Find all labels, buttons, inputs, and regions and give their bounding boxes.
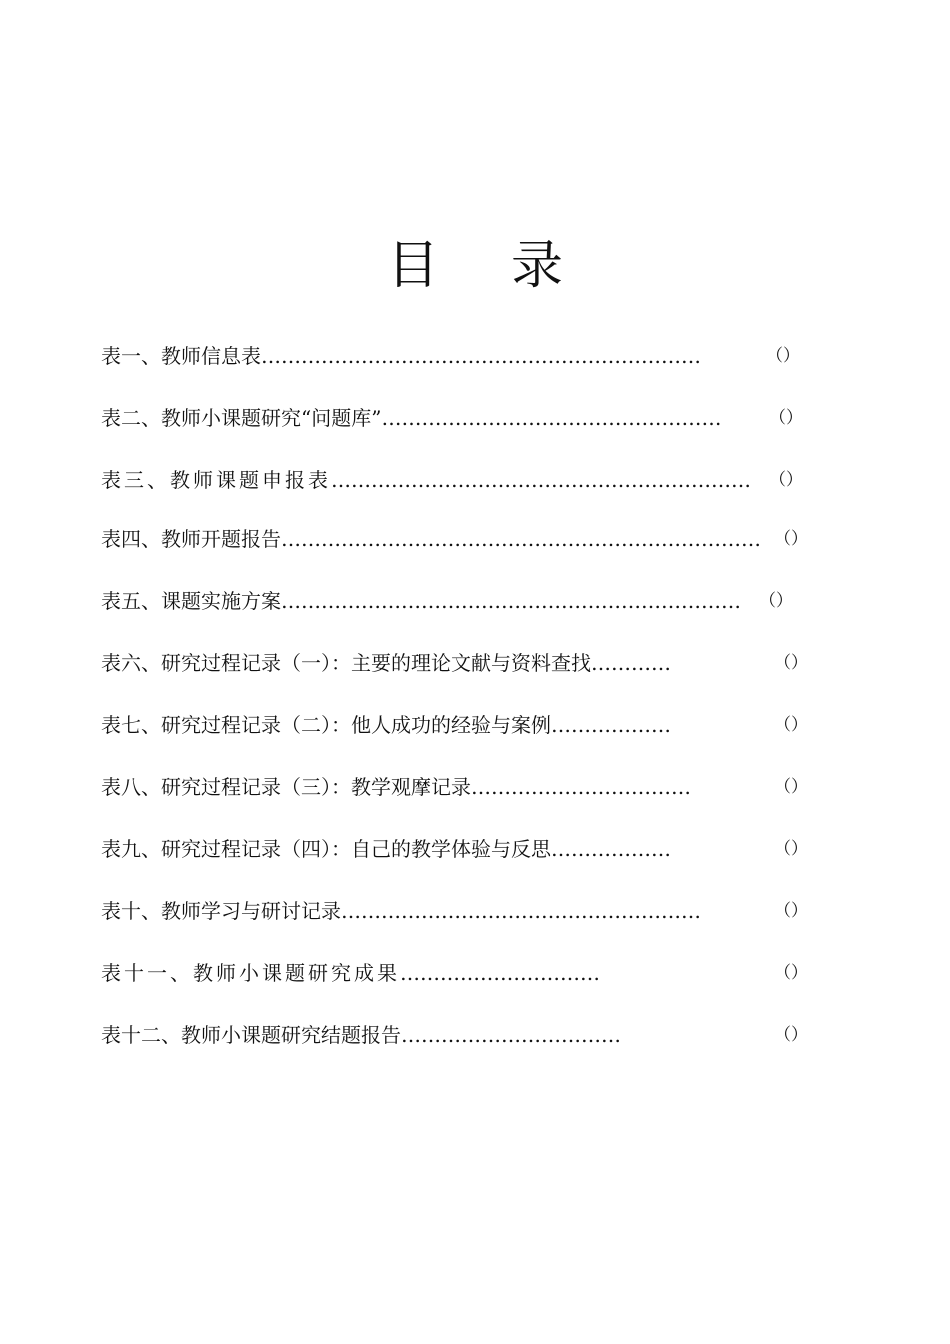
- toc-item-page: （）: [759, 591, 793, 611]
- toc-item-leader: ………………………………………………………………: [281, 527, 761, 551]
- toc-item[interactable]: [101, 769, 821, 805]
- toc-item-page: （）: [774, 963, 808, 983]
- toc-item-leader: ……………………………………………………………: [281, 589, 741, 613]
- toc-item-leader: ……………………………………………: [381, 406, 722, 430]
- toc-item[interactable]: [101, 583, 821, 619]
- toc-item-page: （）: [774, 653, 808, 673]
- toc-item-label: 表八、研究过程记录（三）：教学观摩记录: [101, 775, 471, 799]
- toc-item-leader: …………………………: [400, 961, 600, 985]
- toc-item[interactable]: [101, 338, 821, 374]
- toc-item-leader: ………………………………………………………: [331, 468, 751, 492]
- toc-item-leader: ……………………………: [471, 775, 691, 799]
- toc-item-page: （）: [774, 1025, 808, 1045]
- toc-item[interactable]: [101, 893, 821, 929]
- toc-item-label: 表九、研究过程记录（四）：自己的教学体验与反思: [101, 837, 551, 861]
- toc-item-label: 表十一、教师小课题研究成果: [101, 961, 400, 985]
- toc-item[interactable]: [101, 462, 821, 498]
- toc-item[interactable]: [101, 955, 821, 991]
- title-char-2: 录: [511, 235, 564, 296]
- toc-item-label: 表三、教师课题申报表: [101, 468, 331, 492]
- toc-item[interactable]: [101, 400, 821, 436]
- toc-item-page: （）: [774, 715, 808, 735]
- toc-item-leader: ………………: [551, 837, 671, 861]
- toc-item[interactable]: [101, 645, 821, 681]
- toc-item-page: （）: [774, 529, 808, 549]
- toc-item-label: 表一、教师信息表: [101, 344, 261, 368]
- toc-item-page: （）: [774, 901, 808, 921]
- toc-item-leader: …………………………………………………………: [261, 344, 701, 368]
- toc-item-label: 表五、课题实施方案: [101, 589, 281, 613]
- toc-item-label: 表四、教师开题报告: [101, 527, 281, 551]
- toc-item[interactable]: [101, 1017, 821, 1053]
- toc-item-label: 表十二、教师小课题研究结题报告: [101, 1023, 401, 1047]
- toc-item-leader: ………………………………………………: [341, 899, 701, 923]
- toc-item-label: 表六、研究过程记录（一）：主要的理论文献与资料查找: [101, 651, 591, 675]
- toc-item-label: 表七、研究过程记录（二）：他人成功的经验与案例: [101, 713, 551, 737]
- page-title: [0, 231, 950, 301]
- toc-item[interactable]: [101, 521, 821, 557]
- toc-item-page: （）: [769, 408, 803, 428]
- toc-item-leader: …………: [591, 651, 671, 675]
- toc-item[interactable]: [101, 831, 821, 867]
- title-char-1: 目: [386, 235, 439, 296]
- toc-item-leader: ………………: [551, 713, 671, 737]
- toc-item[interactable]: [101, 707, 821, 743]
- toc-item-page: （）: [766, 346, 800, 366]
- toc-item-label: 表二、教师小课题研究“问题库”: [101, 406, 382, 430]
- toc-item-page: （）: [774, 839, 808, 859]
- toc-item-label: 表十、教师学习与研讨记录: [101, 899, 341, 923]
- toc-item-leader: ……………………………: [401, 1023, 621, 1047]
- toc-item-page: （）: [774, 777, 808, 797]
- toc-item-page: （）: [769, 470, 803, 490]
